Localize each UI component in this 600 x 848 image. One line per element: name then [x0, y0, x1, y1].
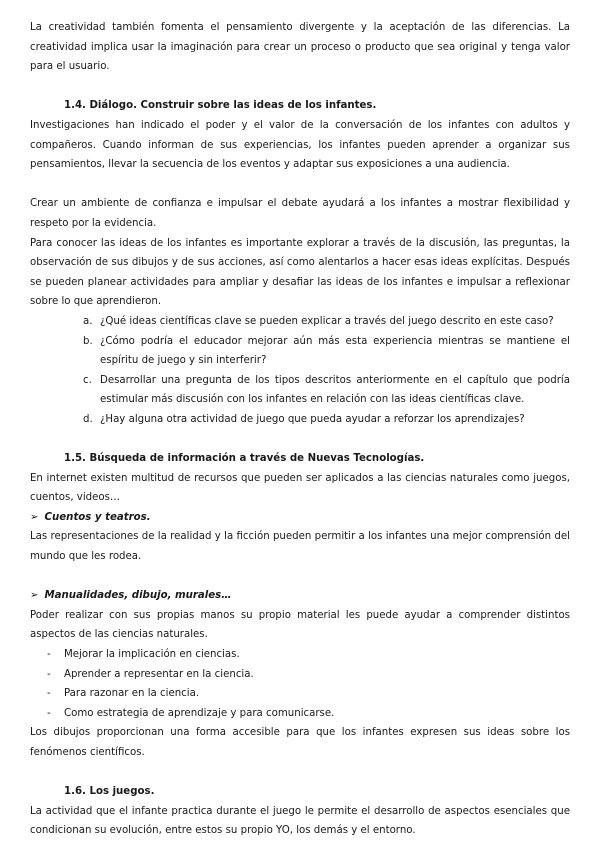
list-item — [30, 371, 570, 410]
paragraph-dibujos: Los dibujos proporcionan una forma accesible para que los infantes expresen sus ideas sobre los fenómenos científicos. — [30, 727, 570, 758]
list-marker: a. — [83, 315, 93, 327]
list-item — [30, 410, 570, 430]
list-item-text: Como estrategia de aprendizaje y para comunicarse. — [64, 707, 335, 719]
dash-marker: - — [47, 688, 51, 700]
list-item — [30, 332, 570, 371]
list-marker: c. — [83, 374, 92, 386]
list-marker: b. — [83, 335, 93, 347]
arrow-bullet-icon: ➢ — [30, 590, 39, 602]
paragraph-dialogo-3: Para conocer las ideas de los infantes es importante explorar a través de la discusión, las preguntas, la observación de sus dibujos y de sus acciones, así como alentarlos a hacer esas ideas explícitas. Después se pueden planear actividades para ampliar y desafiar las ideas de los infantes e impulsar a reflexionar sobre lo que aprendieron. — [30, 237, 570, 308]
list-item-text: Aprender a representar en la ciencia. — [64, 668, 254, 680]
dash-marker: - — [47, 707, 51, 719]
list-item-text: ¿Hay alguna otra actividad de juego que pueda ayudar a reforzar los aprendizajes? — [100, 413, 525, 425]
list-item — [30, 684, 570, 704]
list-item-text: Mejorar la implicación en ciencias. — [64, 649, 240, 660]
section-heading-1-6: 1.6. Los juegos. — [64, 786, 155, 798]
list-item-text: Desarrollar una pregunta de los tipos descritos anteriormente en el capítulo que podría estimular más discusión con los infantes en relación con las ideas científicas clave. — [100, 374, 570, 406]
section-heading-1-5: 1.5. Búsqueda de información a través de Nuevas Tecnologías. — [64, 453, 425, 465]
intro-paragraph: La creatividad también fomenta el pensamiento divergente y la aceptación de las diferencias. La creatividad implica usar la imaginación para crear un proceso o producto que sea original y tenga valor para el usuario. — [30, 22, 570, 73]
list-item-text: Para razonar en la ciencia. — [64, 688, 200, 700]
paragraph-dialogo-1: Investigaciones han indicado el poder y el valor de la conversación de los infantes con adultos y compañeros. Cuando informan de sus experiencias, los infantes pueden aprender a organizar sus pensamientos, llevar la secuencia de los eventos y adaptar sus exposiciones a una audiencia. — [30, 119, 570, 171]
list-item-text: ¿Qué ideas científicas clave se pueden explicar a través del juego descrito en este caso? — [100, 315, 554, 327]
questions-list — [30, 312, 570, 430]
subheading-text: Cuentos y teatros. — [44, 511, 151, 523]
list-item-text: ¿Cómo podría el educador mejorar aún más esta experiencia mientras se mantiene el espíritu de juego y sin interferir? — [100, 335, 570, 367]
section-heading-1-4: 1.4. Diálogo. Construir sobre las ideas de los infantes. — [64, 100, 377, 112]
list-item — [30, 665, 570, 685]
list-item — [30, 704, 570, 724]
paragraph-juegos: La actividad que el infante practica durante el juego le permite el desarrollo de aspectos esenciales que condicionan su evolución, entre estos su propio YO, los demás y el entorno. — [30, 805, 570, 837]
subheading-text: Manualidades, dibujo, murales… — [44, 590, 232, 602]
paragraph-internet: En internet existen multitud de recursos que pueden ser aplicados a las ciencias naturales como juegos, cuentos, videos… — [30, 472, 570, 504]
arrow-bullet-icon: ➢ — [30, 511, 39, 523]
subheading-cuentos — [30, 508, 570, 528]
paragraph-dialogo-2: Crear un ambiente de confianza e impulsar el debate ayudará a los infantes a mostrar flexibilidad y respeto por la evidencia. — [30, 198, 570, 229]
dash-marker: - — [47, 649, 51, 660]
paragraph-manualidades: Poder realizar con sus propias manos su propio material les puede ayudar a comprender distintos aspectos de las ciencias naturales. — [30, 609, 570, 641]
subheading-manualidades — [30, 586, 570, 606]
dash-marker: - — [47, 668, 51, 680]
list-item — [30, 645, 570, 665]
paragraph-cuentos: Las representaciones de la realidad y la ficción pueden permitir a los infantes una mejor comprensión del mundo que les rodea. — [30, 531, 570, 563]
list-item — [30, 312, 570, 332]
manualidades-list — [30, 645, 570, 723]
list-marker: d. — [83, 413, 93, 425]
